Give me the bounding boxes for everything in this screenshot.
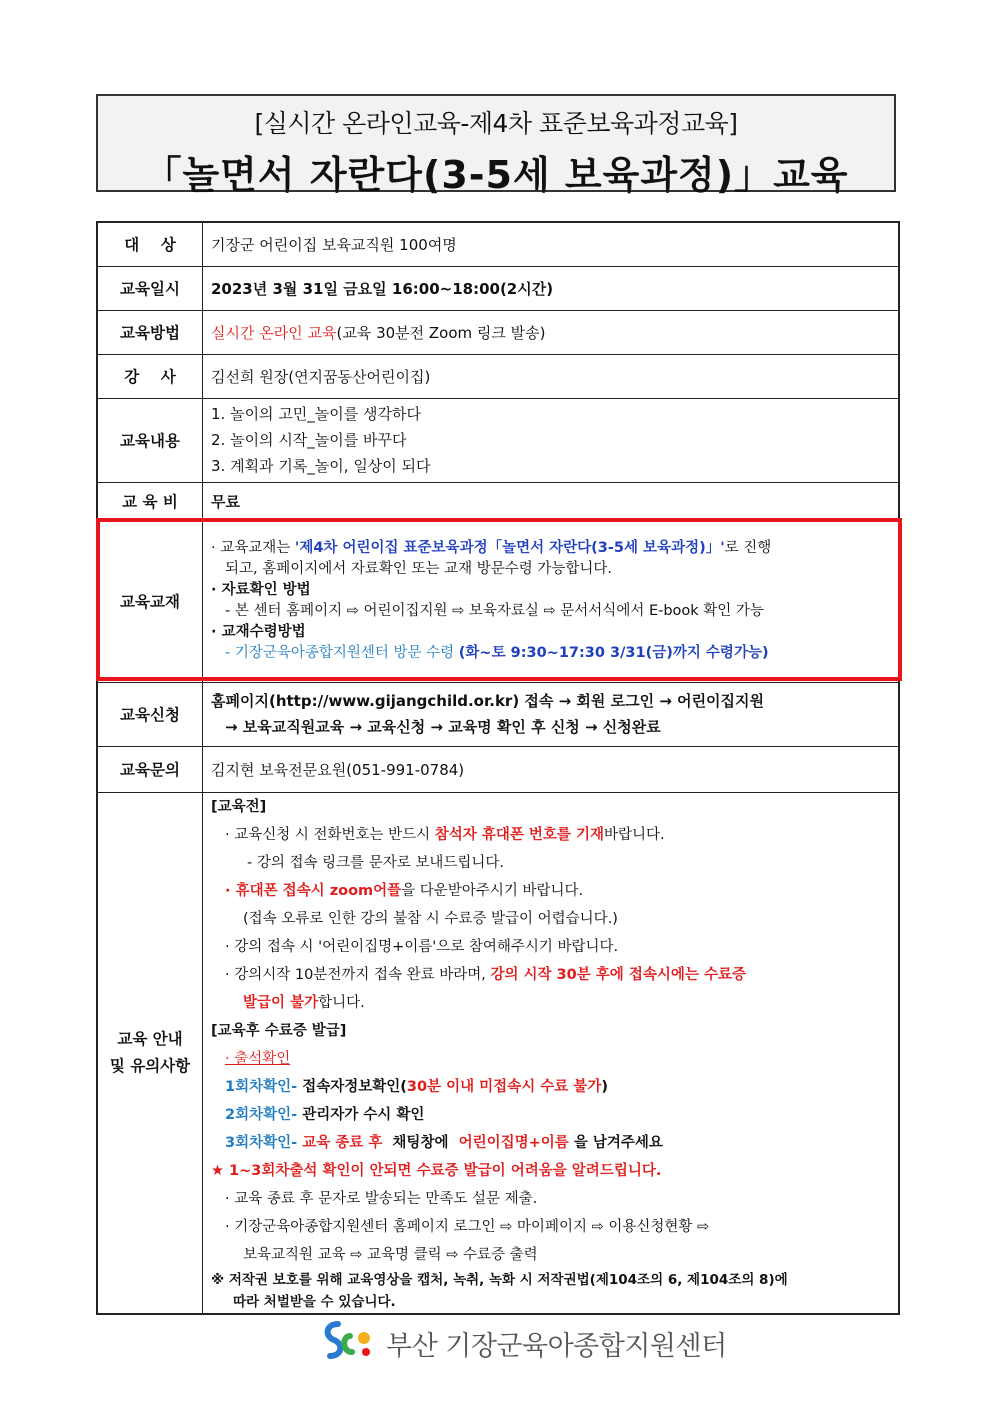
value-content — [203, 398, 900, 482]
guide-b3: · 강의 접속 시 '어린이집명+이름'으로 참여해주시기 바랍니다. — [225, 938, 619, 955]
guide-label-2: 및 유의사항 — [109, 1056, 191, 1075]
label-date: 교육일시 — [97, 266, 203, 310]
label-fee: 교 육 비 — [97, 482, 203, 520]
title-subtitle: [실시간 온라인교육-제4차 표준보육과정교육] — [254, 109, 738, 138]
guide-b1-end: 바랍니다. — [603, 826, 665, 843]
apply-step1: 홈페이지(http://www.gijangchild.or.kr) 접속 → 회원 로그인 → 어린이집지원 — [211, 692, 765, 710]
check3-label: 3회차확인- — [225, 1134, 298, 1151]
check1-text: 접속자정보확인( — [297, 1078, 407, 1095]
row-inquiry — [97, 746, 899, 792]
label-content: 교육내용 — [97, 398, 203, 482]
check1-end: ) — [601, 1078, 608, 1095]
label-inquiry: 교육문의 — [97, 746, 203, 792]
value-date: 2023년 3월 31일 금요일 16:00~18:00(2시간) — [203, 266, 900, 310]
row-target — [97, 222, 899, 266]
label-lecturer: 강 사 — [97, 354, 203, 398]
guide-b1-sub: - 강의 접속 링크를 문자로 보내드립니다. — [247, 854, 504, 871]
row-guide — [97, 792, 899, 1314]
info-table — [96, 221, 900, 1315]
value-inquiry: 김지현 보육전문요원(051-991-0784) — [203, 746, 900, 792]
check3-end: 을 남겨주세요 — [568, 1134, 663, 1151]
guide-b4-emph: 강의 시작 30분 후에 접속시에는 수료증 — [490, 966, 746, 983]
material-title: '제4차 어린이집 표준보육과정「놀면서 자란다(3-5세 보육과정)」' — [294, 540, 725, 556]
guide-a2: · 기장군육아종합지원센터 홈페이지 로그인 ⇨ 마이페이지 ⇨ 이용신청현황 ⇨ — [225, 1218, 710, 1235]
material-receive-hours: (화~토 9:30~17:30 3/31(금)까지 수령가능) — [458, 645, 769, 661]
guide-b2-sub: (접속 오류로 인한 강의 불참 시 수료증 발급이 어렵습니다.) — [243, 910, 618, 927]
value-method — [203, 310, 900, 354]
value-material — [203, 520, 900, 682]
footer-org-name: 부산 기장군육아종합지원센터 — [386, 1330, 727, 1362]
guide-b4-emph2: 발급이 불가 — [243, 994, 319, 1011]
value-apply — [203, 682, 900, 746]
guide-warning: ★ 1~3회차출석 확인이 안되면 수료증 발급이 어려움을 알려드립니다. — [211, 1162, 662, 1179]
check2-text: 관리자가 수시 확인 — [297, 1106, 425, 1123]
method-note: (교육 30분전 Zoom 링크 발송) — [336, 323, 546, 342]
material-receive-head: · 교재수령방법 — [211, 624, 306, 640]
guide-attend: · 출석확인 — [225, 1050, 291, 1067]
value-lecturer: 김선희 원장(연지꿈동산어린이집) — [203, 354, 900, 398]
guide-note1: ※ 저작권 보호를 위해 교육영상을 캡처, 녹취, 녹화 시 저작권법(제104조의 6, 제104조의 8)에 — [211, 1271, 788, 1288]
label-material: 교육교재 — [97, 520, 203, 682]
value-guide — [203, 792, 900, 1314]
guide-b1-emph: 참석자 휴대폰 번호를 기재 — [434, 826, 604, 843]
row-apply — [97, 682, 899, 746]
value-target: 기장군 어린이집 보육교직원 100여명 — [203, 222, 900, 266]
row-lecturer — [97, 354, 899, 398]
content-item: 2. 놀이의 시작_놀이를 바꾸다 — [211, 431, 407, 449]
material-intro: · 교육교재는 — [211, 540, 295, 556]
title-box — [96, 94, 896, 197]
guide-a1: · 교육 종료 후 문자로 발송되는 만족도 설문 제출. — [225, 1190, 538, 1207]
row-material — [97, 520, 899, 682]
check3-mid: 채팅창에 — [382, 1134, 454, 1151]
guide-a2-sub: 보육교직원 교육 ⇨ 교육명 클릭 ⇨ 수료증 출력 — [243, 1246, 538, 1263]
label-guide — [97, 792, 203, 1314]
center-logo-icon — [320, 1318, 376, 1368]
footer — [320, 1318, 727, 1368]
guide-b4-end: 합니다. — [318, 994, 365, 1011]
material-check-path: - 본 센터 홈페이지 ⇨ 어린이집지원 ⇨ 보육자료실 ⇨ 문서서식에서 E-book 확인 가능 — [225, 603, 764, 619]
method-online: 실시간 온라인 교육 — [211, 323, 337, 342]
material-line2: 되고, 홈페이지에서 자료확인 또는 교재 방문수령 가능합니다. — [225, 561, 613, 577]
guide-label-1: 교육 안내 — [117, 1029, 183, 1048]
row-content — [97, 398, 899, 482]
check2-label: 2회차확인- — [225, 1106, 298, 1123]
material-check-head: · 자료확인 방법 — [211, 582, 311, 598]
content-item: 3. 계획과 기록_놀이, 일상이 되다 — [211, 457, 431, 475]
guide-after-head: [교육후 수료증 발급] — [211, 1022, 347, 1039]
label-method: 교육방법 — [97, 310, 203, 354]
label-apply: 교육신청 — [97, 682, 203, 746]
check1-emph: 30분 이내 미접속시 수료 불가 — [406, 1078, 602, 1095]
guide-b4-text: · 강의시작 10분전까지 접속 완료 바라며, — [225, 966, 491, 983]
guide-b2-emph: · 휴대폰 접속시 zoom어플 — [225, 882, 402, 899]
guide-b2-end: 을 다운받아주시기 바랍니다. — [401, 882, 584, 899]
page-title: 「놀면서 자란다(3-5세 보육과정)」교육 — [143, 153, 849, 197]
guide-before-head: [교육전] — [211, 798, 267, 815]
value-fee: 무료 — [203, 482, 900, 520]
apply-step2: → 보육교직원교육 → 교육신청 → 교육명 확인 후 신청 → 신청완료 — [225, 718, 661, 736]
row-method — [97, 310, 899, 354]
row-date — [97, 266, 899, 310]
content-item: 1. 놀이의 고민_놀이를 생각하다 — [211, 405, 421, 423]
material-intro-end: 로 진행 — [724, 540, 772, 556]
check1-label: 1회차확인- — [225, 1078, 298, 1095]
check3-emph1: 교육 종료 후 — [297, 1134, 383, 1151]
guide-note2: 따라 처벌받을 수 있습니다. — [233, 1293, 396, 1310]
row-fee — [97, 482, 899, 520]
check3-emph2: 어린이집명+이름 — [453, 1134, 569, 1151]
guide-b1-text: · 교육신청 시 전화번호는 반드시 — [225, 826, 435, 843]
label-target: 대 상 — [97, 222, 203, 266]
material-receive-place: - 기장군육아종합지원센터 방문 수령 — [225, 645, 459, 661]
